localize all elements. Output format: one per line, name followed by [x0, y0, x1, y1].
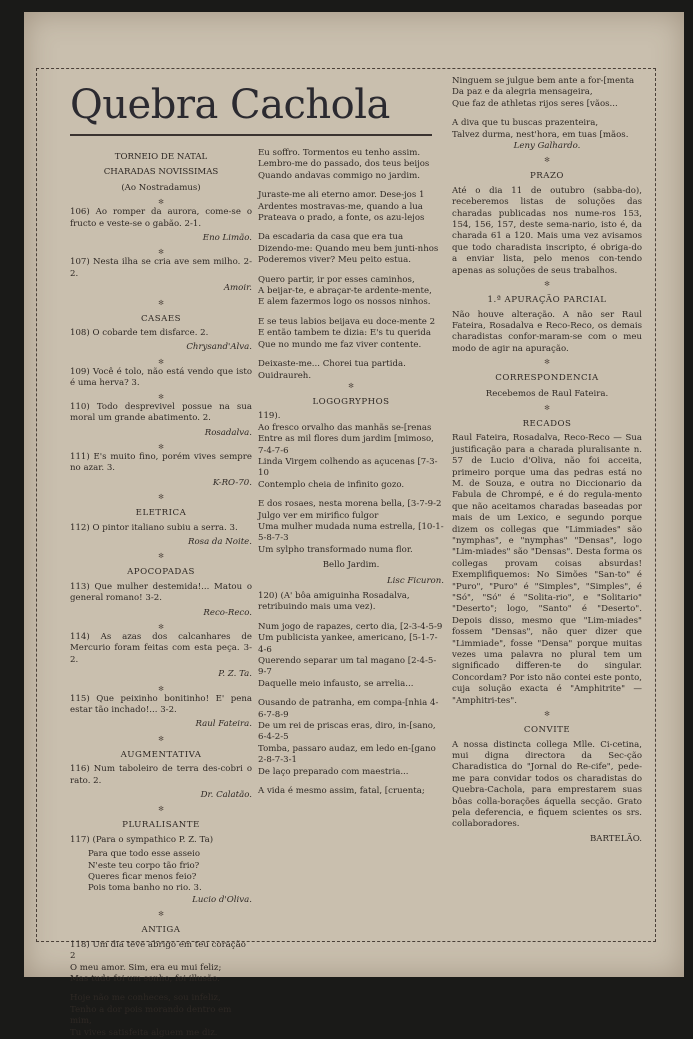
charade-text: 111) E's muito fino, porém vives sempre no azar. 3.	[70, 451, 252, 474]
charade-text: 117) (Para o sympathico P. Z. Ta)	[70, 834, 214, 845]
verse-line: Da escadaria da casa que era tua	[258, 232, 404, 243]
verse-line: Ousando de patranha, em compa-[nhia 4-6-7-8-9	[258, 698, 439, 720]
verse-line: E então tambem te dizia: E's tu querida	[258, 328, 431, 339]
column-3	[452, 76, 642, 932]
charade-author: Raul Fateira.	[195, 719, 252, 730]
verse-line: 119).	[258, 411, 281, 422]
charade-author: P. Z. Ta.	[218, 669, 252, 680]
separator-star: ✻	[544, 710, 550, 719]
verse-line: 120) (A' bôa amiguinha Rosadalva, retribuindo mais uma vez).	[258, 591, 410, 613]
verse-line: E dos rosaes, nesta morena bella, [3-7-9-2	[258, 499, 442, 510]
charade-list	[70, 198, 252, 846]
charade-author: Rosadalva.	[204, 427, 252, 438]
poem-117	[88, 849, 252, 895]
charade-author: Rosa da Noite.	[188, 536, 252, 547]
verse-line: Julgo ver em mirifico fulgor	[258, 510, 379, 521]
verse-line: De laço preparado com maestria...	[258, 766, 409, 777]
verse-line: Tenho a dor pois morando dentro em mim,	[70, 1004, 232, 1027]
verse-line-gap	[452, 110, 642, 118]
charade-text: 113) Que mulher destemida!... Matou o general romano! 3-2.	[70, 581, 252, 604]
convite-text: A nossa distincta collega Mlle. Ci-cetina, mui digna directora da Sec-ção Charadistica do "Jornal do Re-cife", pede-me para convidar todos os charadistas do Quebra-Cachola, para emprestarem suas bôas colla-borações áquella secção. Grato pela deferencia, e fiquem scientes os srs. collaboradores.	[452, 739, 642, 830]
separator-star: ✻	[158, 622, 164, 631]
separator-star: ✻	[158, 734, 164, 743]
author-117: Lucio d'Oliva.	[192, 894, 252, 905]
recados-text: Raul Fateira, Rosadalva, Reco-Reco — Sua justificação para a charada pluralisante n. 57 de Lucio d'Oliva, não foi acceita, primeiro porque uma das pedras está no M. de Souza, e outra no Diccionario da Fabula de Chrompé, e é do regula-mento que não aceitamos charadas baseadas por mais de um Lexico, e segundo porque dizem os collegas que "Limmiades" são "nymphas", e "nymphas" "Densas", logo "Lim-miades" são "Densas". Desta forma os collegas provam coisas absurdas! Exemplifiquemos: No Simões "San-to" é "Puro", "Puro" é "Simples", "Simples", é "Só", "Só" é "Solita-rio", e "Solitario" "Deserto"; logo, "Santo" é "Deserto". Depois disso, mesmo que "Lim-miades" fossem "Densas", não quer dizer que "Limmiade", fosse "Densa" porque muitas vezes uma palavra no plural tem um significado differen-te do singular. Concordam? Por isto não contei este ponto, cuja solução exacta é "Amphitrite" — "Amphitri-tes".	[452, 433, 642, 706]
verse-line-gap	[258, 690, 444, 698]
logogrypho-120	[258, 591, 444, 798]
masthead	[70, 80, 440, 140]
verse-line: Que no mundo me faz viver contente.	[258, 339, 422, 350]
separator-star: ✻	[158, 493, 164, 502]
verse-line-gap	[258, 224, 444, 232]
verse-line: A beijar-te, e abraçar-te ardente-mente,	[258, 286, 432, 297]
verse-line: Que faz de athletas rijos seres [vãos...	[452, 98, 618, 109]
verse-line: Pois toma banho no rio. 3.	[88, 883, 202, 894]
separator-star: ✻	[544, 156, 550, 165]
correspondencia-text: Recebemos de Raul Fateira.	[485, 388, 609, 399]
separator-star: ✻	[158, 552, 164, 561]
verse-line: Um sylpho transformado numa flor.	[258, 544, 413, 555]
separator-star: ✻	[544, 403, 550, 412]
verse-line-gap	[258, 778, 444, 786]
convite-heading: CONVITE	[523, 725, 571, 736]
separator-star: ✻	[158, 248, 164, 257]
verse-line: Quero partir, ir por esses caminhos,	[258, 274, 415, 285]
verse-line: Tu vives satisfeita alguem me diz.	[70, 1027, 218, 1038]
charade-text: 116) Num taboleiro de terra des-cobri o rato. 2.	[70, 764, 252, 786]
verse-line: Hoje não me conheces, sou infeliz,	[70, 993, 221, 1004]
logogryphos-heading: LOGOGRYPHOS	[312, 396, 390, 407]
charade-heading: CASAES	[140, 313, 182, 324]
charade-heading: PLURALISANTE	[122, 820, 200, 831]
verse-line: Deixaste-me... Chorei tua partida.	[258, 359, 406, 370]
section-title: TORNEIO DE NATAL	[114, 152, 208, 162]
verse-line: Ardentes mostravas-me, quando a lua	[258, 201, 423, 212]
subsection-title: CHARADAS NOVISSIMAS	[103, 167, 219, 178]
separator-star: ✻	[158, 357, 164, 366]
verse-line-gap	[258, 309, 444, 317]
charade-text: 106) Ao romper da aurora, come-se o fructo e veste-se o gabão. 2-1.	[70, 207, 252, 229]
verse-line: Ouidraureh.	[258, 370, 312, 381]
verse-line: Tomba, passaro audaz, em ledo en-[gano 2-8-7-3-1	[258, 743, 436, 766]
separator-star: ✻	[544, 280, 550, 289]
separator-star: ✻	[348, 381, 354, 390]
verse-line-gap	[258, 614, 444, 622]
separator-star: ✻	[158, 392, 164, 401]
charade-author: Reco-Reco.	[203, 607, 252, 618]
verse-line-gap	[258, 267, 444, 275]
charade-heading: APOCOPADAS	[127, 567, 195, 578]
charade-text: 107) Nesta ilha se cria ave sem milho. 2-2.	[70, 257, 252, 279]
verse-line: Lembro-me do passado, dos teus beijos	[258, 159, 430, 170]
separator-star: ✻	[544, 358, 550, 367]
verse-line: Mas tudo foi um sonho, foi illusão.	[70, 973, 220, 984]
antiga-heading: ANTIGA	[141, 925, 181, 936]
verse-line: Contemplo cheia de infinito gozo.	[258, 479, 405, 490]
verse-line: Para que todo esse asseio	[88, 849, 201, 860]
logogrypho-119	[258, 411, 444, 556]
apuracao-text: Não houve alteração. A não ser Raul Fateira, Rosadalva e Reco-Reco, os demais charadistas confor-maram-se com o meu modo de agir na apuração.	[452, 309, 642, 354]
separator-star: ✻	[158, 910, 164, 919]
verse-line: Quando andavas commigo no jardim.	[258, 170, 420, 181]
poem-ending	[452, 76, 642, 141]
logogrypho-119-signature: Bello Jardim.	[322, 560, 380, 571]
charade-author: Dr. Calatão.	[200, 790, 252, 801]
charade-text: 112) O pintor italiano subiu a serra. 3.	[70, 522, 238, 533]
verse-line: Queres ficar menos feio?	[88, 872, 197, 883]
charade-text: 108) O cobarde tem disfarce. 2.	[70, 328, 209, 339]
verse-line-gap	[258, 351, 444, 359]
verse-line: Dizendo-me: Quando meu bem junti-nhos	[258, 243, 439, 254]
poem-continuation	[258, 148, 444, 382]
title-rule	[70, 134, 432, 136]
verse-line: Uma mulher mudada numa estrella, [10-1-5-8-7-3	[258, 521, 444, 544]
verse-line: Ao fresco orvalho das manhãs se-[renas	[258, 422, 432, 433]
charade-text: 109) Você é tolo, não está vendo que isto é uma herva? 3.	[70, 366, 252, 389]
verse-line: N'este teu corpo tão frio?	[88, 860, 200, 871]
verse-line: Um publicista yankee, americano, [5-1-7-4-6	[258, 633, 438, 655]
verse-line: Daquelle meio infausto, se arrelia...	[258, 678, 414, 689]
verse-line: Eu soffro. Tormentos eu tenho assim.	[258, 148, 421, 158]
separator-star: ✻	[158, 684, 164, 693]
verse-line: Juraste-me ali eterno amor. Dese-jos 1	[258, 190, 425, 201]
separator-star: ✻	[158, 198, 164, 207]
verse-line: E alem fazermos logo os nossos ninhos.	[258, 297, 431, 308]
verse-line: O meu amor. Sim, era eu mui feliz;	[70, 962, 222, 973]
prazo-heading: PRAZO	[530, 171, 564, 182]
charade-heading: ELETRICA	[135, 508, 187, 519]
verse-line: Talvez durma, nest'hora, em tuas [mãos.	[452, 129, 629, 140]
logogrypho-119-author: Lisc Ficuron.	[386, 575, 444, 586]
verse-line: Prateava o prado, a fonte, os azu-lejos	[258, 213, 425, 224]
verse-line: Da paz e da alegria mensageira,	[452, 87, 593, 98]
charade-text: 110) Todo desprevivel possue na sua moral um grande abatimento. 2.	[70, 401, 252, 424]
charade-heading: AUGMENTATIVA	[120, 749, 202, 760]
charade-author: Eno Limão.	[202, 233, 252, 244]
column-1	[70, 148, 252, 1038]
poem-author: Leny Galhardo.	[513, 141, 581, 152]
antiga-poem	[70, 940, 252, 1039]
charade-text: 115) Que peixinho bonitinho! E' pena estar tão inchado!... 3-2.	[70, 693, 252, 715]
verse-line-gap	[258, 182, 444, 190]
verse-line: Entre as mil flores dum jardim [mimoso, 7-4-7-6	[258, 434, 434, 456]
charade-author: Chrysand'Alva.	[186, 342, 252, 353]
verse-line: Poderemos viver? Meu peito estua.	[258, 255, 412, 266]
verse-line: Querendo separar um tal magano [2-4-5-9-7	[258, 656, 437, 678]
verse-line: Ninguem se julgue bem ante a for-[menta	[452, 76, 635, 86]
signoff: BARTELÃO.	[589, 833, 642, 844]
verse-line-gap	[258, 491, 444, 499]
separator-star: ✻	[158, 442, 164, 451]
verse-line: De um rei de priscas eras, diro, in-[sano, 6-4-2-5	[258, 721, 436, 743]
separator-star: ✻	[158, 298, 164, 307]
charade-author: K-RO-70.	[212, 477, 252, 488]
prazo-text: Até o dia 11 de outubro (sabba-do), receberemos listas de soluções das charadas publicadas nos nume-ros 153, 154, 156, 157, deste sema-nario, isto é, da charada 61 a 120. Mais uma vez avisamos que todo charadista inscripto, é obriga-do a enviar lista, pelo menos con-tendo apenas as soluções de seus trabalhos.	[452, 185, 642, 276]
dedication: (Ao Nostradamus)	[121, 182, 201, 193]
correspondencia-heading: CORRESPONDENCIA	[495, 373, 599, 384]
column-2	[258, 148, 444, 928]
apuracao-heading: 1.ª APURAÇÃO PARCIAL	[487, 295, 607, 306]
verse-line: Linda Virgem colhendo as açucenas [7-3-10	[258, 456, 438, 479]
verse-line: A diva que tu buscas prazenteira,	[452, 118, 599, 129]
charade-author: Amoir.	[223, 283, 252, 294]
page-title: Quebra Cachola	[70, 82, 390, 128]
recados-heading: RECADOS	[522, 418, 572, 429]
verse-line: A vida é mesmo assim, fatal, [cruenta;	[258, 786, 425, 797]
verse-line: E se teus labios beijava eu doce-mente 2	[258, 316, 436, 327]
separator-star: ✻	[158, 805, 164, 814]
verse-line: 118) Um dia teve abrigo em teu coração 2	[70, 939, 246, 962]
verse-line: Num jogo de rapazes, certo dia, [2-3-4-5-9	[258, 621, 443, 632]
charade-text: 114) As azas dos calcanhares de Mercurio foram feitas com esta peça. 3-2.	[70, 631, 252, 665]
